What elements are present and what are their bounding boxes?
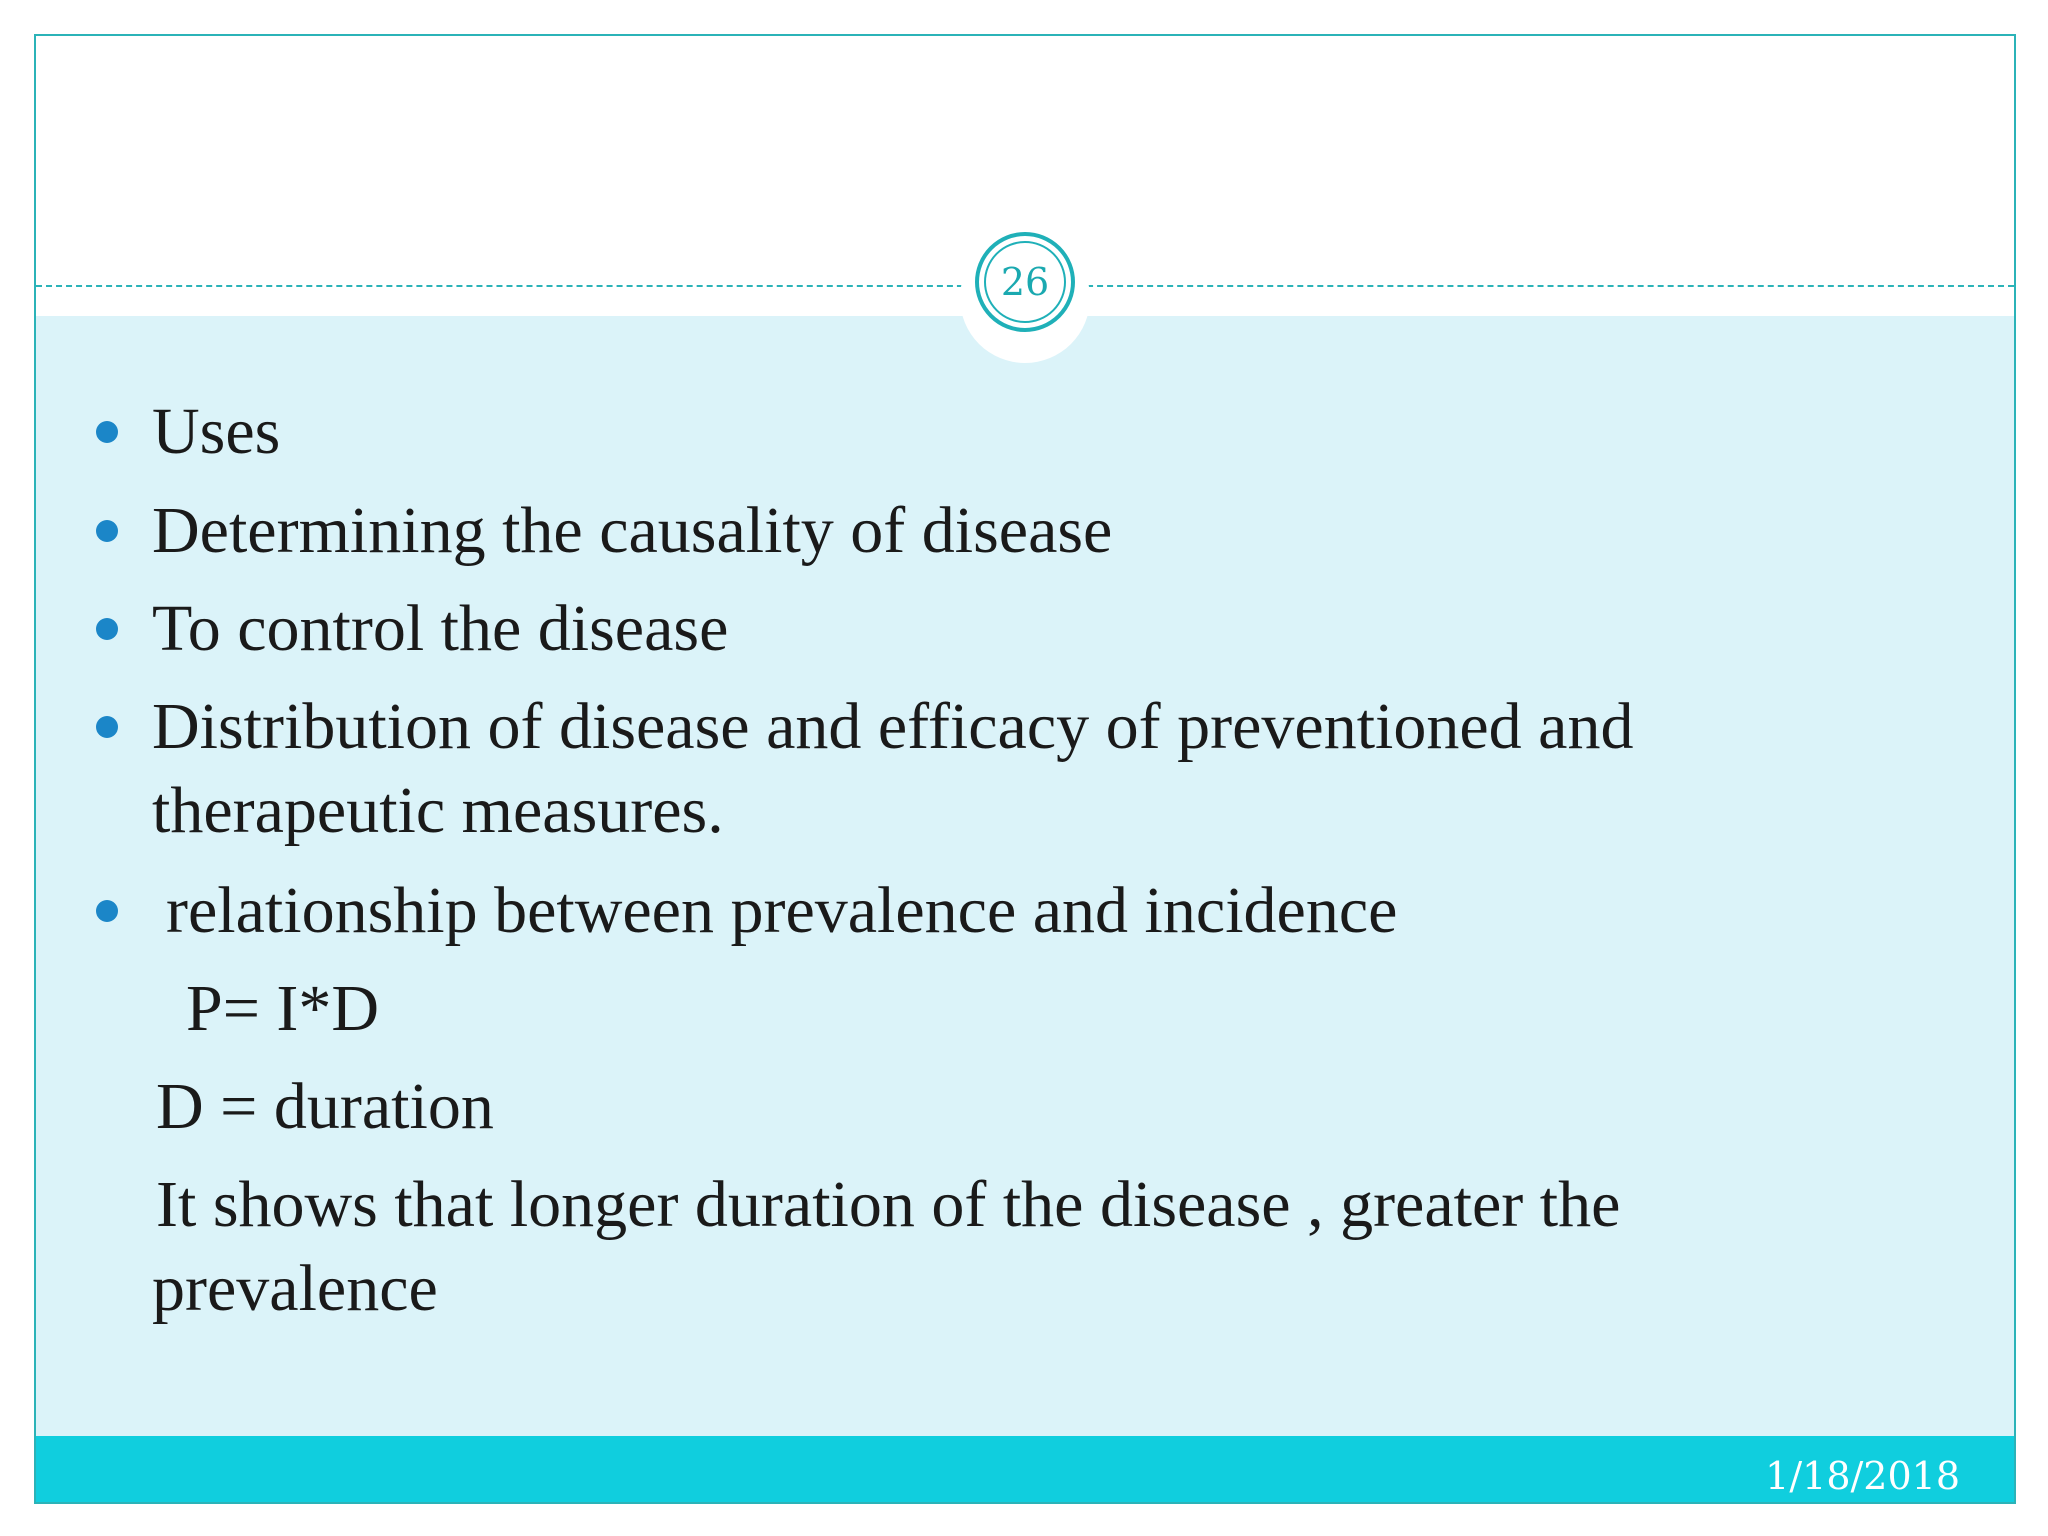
bullet-text: Uses bbox=[152, 395, 281, 468]
slide-frame bbox=[34, 34, 2016, 1504]
bullet-dot-icon bbox=[96, 520, 118, 542]
bullet-dot-icon bbox=[96, 900, 118, 922]
bullet-dot-icon bbox=[96, 421, 118, 443]
footer-date: 1/18/2018 bbox=[1765, 1454, 1960, 1498]
conclusion-line-1: It shows that longer duration of the disease , greater the bbox=[156, 1168, 1621, 1241]
formula-text: P= I*D bbox=[186, 972, 380, 1045]
footer-band bbox=[36, 1436, 2014, 1504]
conclusion-line-2: prevalence bbox=[152, 1252, 438, 1325]
bullet-dot-icon bbox=[96, 618, 118, 640]
definition-text: D = duration bbox=[156, 1070, 494, 1143]
bullet-text: To control the disease bbox=[152, 592, 729, 665]
page-number: 26 bbox=[1000, 260, 1050, 304]
bullet-text: relationship between prevalence and incidence bbox=[166, 874, 1398, 947]
bullet-text-continuation: therapeutic measures. bbox=[152, 774, 724, 847]
bullet-text: Distribution of disease and efficacy of preventioned and bbox=[152, 690, 1634, 763]
bullet-dot-icon bbox=[96, 716, 118, 738]
bullet-text: Determining the causality of disease bbox=[152, 494, 1113, 567]
